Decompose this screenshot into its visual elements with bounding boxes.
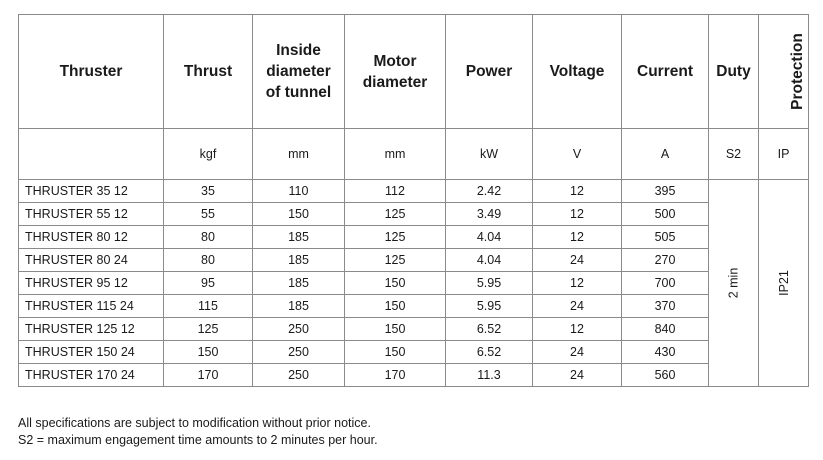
unit-thruster [19,129,164,180]
cell-inside: 185 [253,226,345,249]
cell-thrust: 125 [164,318,253,341]
cell-motor: 150 [345,295,446,318]
cell-current: 505 [622,226,709,249]
table-row [19,318,809,341]
cell-power: 4.04 [446,249,533,272]
cell-motor: 170 [345,364,446,387]
table-row [19,249,809,272]
cell-thruster-name: THRUSTER 170 24 [19,364,164,387]
cell-thruster-name: THRUSTER 80 12 [19,226,164,249]
cell-voltage: 24 [533,364,622,387]
cell-thruster-name: THRUSTER 80 24 [19,249,164,272]
cell-current: 270 [622,249,709,272]
header-inside-diameter [253,15,345,129]
cell-motor: 125 [345,249,446,272]
cell-voltage: 12 [533,180,622,203]
cell-inside: 185 [253,272,345,295]
header-inside-line2: diameter [266,63,331,80]
cell-motor: 150 [345,318,446,341]
header-motor-line2: diameter [362,73,428,91]
protection-value: IP21 [776,270,791,296]
header-protection-label: Protection [788,33,806,110]
thruster-spec-table [18,14,809,387]
table-row [19,364,809,387]
duty-value: 2 min [726,267,741,299]
header-voltage: Voltage [533,15,622,129]
cell-power: 6.52 [446,341,533,364]
cell-motor: 112 [345,180,446,203]
cell-thruster-name: THRUSTER 55 12 [19,203,164,226]
cell-motor: 125 [345,226,446,249]
cell-current: 560 [622,364,709,387]
header-thrust: Thrust [164,15,253,129]
unit-current: A [622,129,709,180]
cell-voltage: 12 [533,203,622,226]
cell-voltage: 24 [533,341,622,364]
cell-current: 840 [622,318,709,341]
cell-voltage: 12 [533,226,622,249]
table-body [19,129,809,387]
cell-voltage: 12 [533,318,622,341]
cell-thrust: 80 [164,249,253,272]
cell-power: 11.3 [446,364,533,387]
table-row [19,226,809,249]
cell-power: 5.95 [446,295,533,318]
header-inside-line3: of tunnel [265,84,332,101]
cell-voltage: 24 [533,249,622,272]
cell-thrust: 115 [164,295,253,318]
unit-voltage: V [533,129,622,180]
table-row [19,203,809,226]
table-row [19,180,809,203]
header-inside-line1: Inside [276,42,321,59]
cell-power: 5.95 [446,272,533,295]
unit-power: kW [446,129,533,180]
cell-thrust: 80 [164,226,253,249]
cell-thruster-name: THRUSTER 125 12 [19,318,164,341]
header-protection [759,15,809,129]
cell-inside: 185 [253,295,345,318]
cell-inside: 185 [253,249,345,272]
cell-protection-merged [759,180,809,387]
footnote-1: All specifications are subject to modification without prior notice. [18,416,371,430]
cell-inside: 250 [253,318,345,341]
cell-thrust: 55 [164,203,253,226]
cell-motor: 150 [345,272,446,295]
unit-protection: IP [759,129,809,180]
header-power: Power [446,15,533,129]
header-motor-line1: Motor [373,52,417,70]
table-row [19,272,809,295]
cell-inside: 250 [253,364,345,387]
cell-current: 700 [622,272,709,295]
header-motor-diameter [345,15,446,129]
cell-duty-merged [709,180,759,387]
unit-duty: S2 [709,129,759,180]
cell-current: 500 [622,203,709,226]
table-row [19,341,809,364]
header-thruster: Thruster [19,15,164,129]
cell-voltage: 12 [533,272,622,295]
cell-inside: 110 [253,180,345,203]
unit-inside: mm [253,129,345,180]
table-row [19,295,809,318]
cell-inside: 150 [253,203,345,226]
units-row [19,129,809,180]
cell-thrust: 170 [164,364,253,387]
cell-thruster-name: THRUSTER 115 24 [19,295,164,318]
cell-thruster-name: THRUSTER 95 12 [19,272,164,295]
cell-thrust: 95 [164,272,253,295]
cell-thrust: 150 [164,341,253,364]
cell-motor: 150 [345,341,446,364]
cell-power: 4.04 [446,226,533,249]
cell-voltage: 24 [533,295,622,318]
header-row [19,15,809,129]
cell-power: 3.49 [446,203,533,226]
cell-current: 430 [622,341,709,364]
cell-motor: 125 [345,203,446,226]
header-current: Current [622,15,709,129]
cell-thruster-name: THRUSTER 35 12 [19,180,164,203]
cell-current: 395 [622,180,709,203]
cell-current: 370 [622,295,709,318]
header-duty: Duty [709,15,759,129]
footnote-2: S2 = maximum engagement time amounts to 2 minutes per hour. [18,433,378,447]
unit-motor: mm [345,129,446,180]
cell-power: 6.52 [446,318,533,341]
unit-thrust: kgf [164,129,253,180]
cell-thrust: 35 [164,180,253,203]
footnotes [18,415,378,449]
cell-inside: 250 [253,341,345,364]
cell-thruster-name: THRUSTER 150 24 [19,341,164,364]
cell-power: 2.42 [446,180,533,203]
